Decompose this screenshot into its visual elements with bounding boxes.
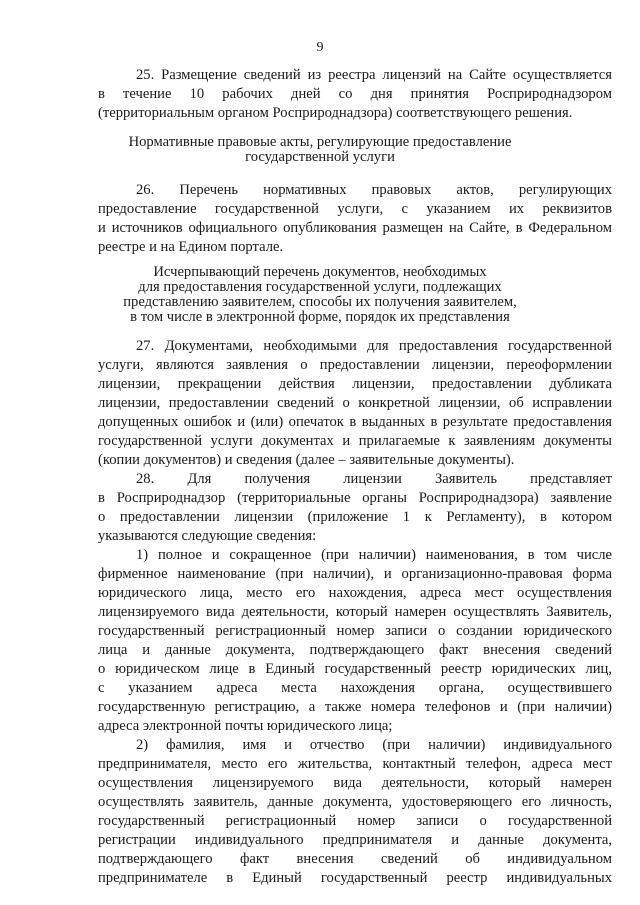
list-item-1-line: о юридическом лице в Единый государственный реестр юридических лиц,	[98, 661, 612, 677]
paragraph-27-line: допущенных ошибок и (или) опечаток в выданных в результате предоставления	[98, 414, 612, 430]
list-item-1-line: лица и данные документа, подтверждающего факт внесения сведений	[98, 642, 612, 658]
paragraph-26-line: 26. Перечень нормативных правовых актов, регулирующих	[136, 182, 612, 198]
list-item-2-line: 2) фамилия, имя и отчество (при наличии) индивидуального	[136, 737, 612, 753]
paragraph-27-line: (копии документов) и сведения (далее – заявительные документы).	[98, 452, 515, 468]
list-item-2-line: подтверждающего факт внесения сведений об индивидуальном	[98, 851, 612, 867]
list-item-2-line: государственный регистрационный номер записи о государственной	[98, 813, 612, 829]
list-item-1-line: лицензируемого вида деятельности, который намерен осуществлять Заявитель,	[98, 604, 612, 620]
paragraph-27-line: лицензии, прекращении действия лицензии, предоставлении дубликата	[98, 376, 612, 392]
list-item-1-line: адреса электронной почты юридического лица;	[98, 718, 393, 734]
list-item-1-line: фирменное наименование (при наличии), и организационно-правовая форма	[98, 566, 612, 582]
paragraph-26-line: и источников официального опубликования размещен на Сайте, в Федеральном	[98, 220, 612, 236]
section-heading-line: государственной услуги	[245, 149, 395, 165]
paragraph-28-line: 28. Для получения лицензии Заявитель представляет	[136, 471, 612, 487]
section-heading-line: Исчерпывающий перечень документов, необходимых	[153, 264, 487, 280]
list-item-1-line: 1) полное и сокращенное (при наличии) наименования, в том числе	[136, 547, 612, 563]
section-heading-line: представлению заявителем, способы их получения заявителем,	[123, 294, 517, 310]
paragraph-28-line: в Росприроднадзор (территориальные органы Росприроднадзора) заявление	[98, 490, 612, 506]
list-item-1-line: с указанием адреса места нахождения органа, осуществившего	[98, 680, 612, 696]
section-heading-line: для предоставления государственной услуги, подлежащих	[138, 279, 502, 295]
page-number: 9	[316, 40, 324, 55]
paragraph-27-line: услуги, являются заявления о предоставлении лицензии, переоформлении	[98, 357, 612, 373]
paragraph-25-line: в течение 10 рабочих дней со дня принятия Росприроднадзором	[98, 86, 612, 102]
section-heading-line: в том числе в электронной форме, порядок их представления	[130, 309, 510, 325]
section-heading-line: Нормативные правовые акты, регулирующие предоставление	[128, 134, 512, 150]
paragraph-27-line: 27. Документами, необходимыми для предоставления государственной	[136, 338, 612, 354]
paragraph-26-line: предоставление государственной услуги, с указанием их реквизитов	[98, 201, 612, 217]
paragraph-25-line: (территориальным органом Росприроднадзора) соответствующего решения.	[98, 105, 573, 121]
list-item-1-line: государственный регистрационный номер записи о создании юридического	[98, 623, 612, 639]
list-item-2-line: предпринимателя, место его жительства, контактный телефон, адреса мест	[98, 756, 612, 772]
paragraph-28-line: о предоставлении лицензии (приложение 1 к Регламенту), в котором	[98, 509, 612, 525]
paragraph-25-line: 25. Размещение сведений из реестра лицензий на Сайте осуществляется	[136, 67, 612, 83]
paragraph-27-line: государственной услуги документах и прилагаемые к заявлениям документы	[98, 433, 612, 449]
list-item-1-line: юридического лица, место его нахождения, адреса мест осуществления	[98, 585, 612, 601]
paragraph-26-line: реестре и на Едином портале.	[98, 239, 284, 255]
list-item-1-line: государственную регистрацию, а также номера телефонов и (при наличии)	[98, 699, 612, 715]
list-item-2-line: осуществлять заявитель, данные документа, удостоверяющего его личность,	[98, 794, 612, 810]
list-item-2-line: предпринимателе в Единый государственный реестр индивидуальных	[98, 870, 612, 886]
paragraph-28-line: указываются следующие сведения:	[98, 528, 317, 544]
list-item-2-line: осуществления лицензируемого вида деятельности, который намерен	[98, 775, 612, 791]
list-item-2-line: регистрации индивидуального предпринимателя и данные документа,	[98, 832, 612, 848]
paragraph-27-line: лицензии, предоставлении сведений о конкретной лицензии, об исправлении	[98, 395, 612, 411]
